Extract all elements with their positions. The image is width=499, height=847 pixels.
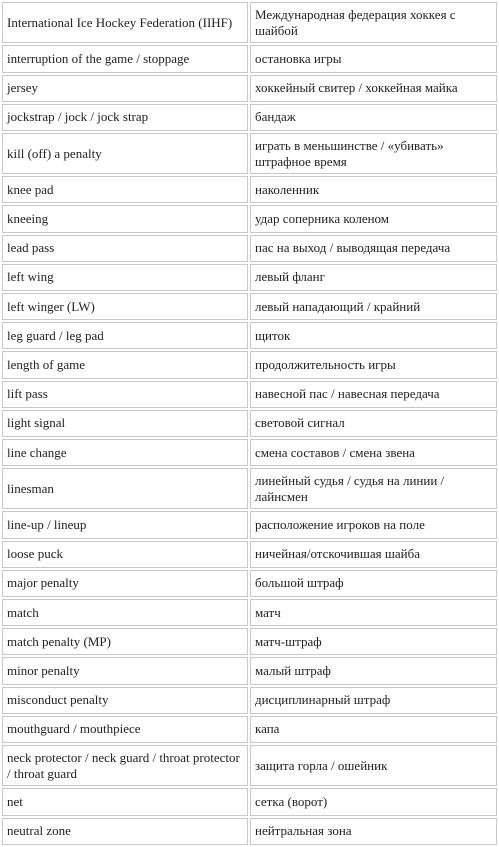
term-russian: малый штраф [250,657,497,684]
table-row [2,818,497,846]
table-row [2,351,497,378]
table-row [2,745,497,786]
term-russian: левый фланг [250,264,497,291]
table-row [2,439,497,466]
table-row [2,104,497,131]
term-russian: сетка (ворот) [250,788,497,815]
term-russian: наколенник [250,176,497,203]
table-row [2,293,497,320]
term-english: International Ice Hockey Federation (IIHF) [2,2,248,43]
term-russian: матч [250,599,497,626]
table-row [2,235,497,262]
term-russian: играть в меньшинстве / «убивать» штрафное время [250,133,497,174]
term-english: kneeing [2,205,248,232]
term-russian: остановка игры [250,45,497,72]
table-row [2,468,497,509]
term-russian: удар соперника коленом [250,205,497,232]
table-row [2,205,497,232]
term-english: neck protector / neck guard / throat protector / throat guard [2,745,248,786]
term-russian: ничейная/отскочившая шайба [250,541,497,568]
table-row [2,75,497,102]
table-row [2,541,497,568]
table-row [2,2,497,43]
term-english: length of game [2,351,248,378]
term-english: light signal [2,410,248,437]
table-row [2,716,497,743]
table-row [2,45,497,72]
term-russian: линейный судья / судья на линии / лайнсмен [250,468,497,509]
term-english: interruption of the game / stoppage [2,45,248,72]
term-english: line-up / lineup [2,511,248,538]
term-english: left wing [2,264,248,291]
term-russian: нейтральная зона [250,818,497,846]
term-english: kill (off) a penalty [2,133,248,174]
term-russian: смена составов / смена звена [250,439,497,466]
term-russian: хоккейный свитер / хоккейная майка [250,75,497,102]
term-english: minor penalty [2,657,248,684]
glossary-body [2,2,497,845]
term-english: misconduct penalty [2,687,248,714]
table-row [2,176,497,203]
table-row [2,599,497,626]
term-russian: световой сигнал [250,410,497,437]
table-row [2,264,497,291]
table-row [2,511,497,538]
term-russian: продолжительность игры [250,351,497,378]
term-english: lead pass [2,235,248,262]
table-row [2,410,497,437]
term-english: match penalty (MP) [2,628,248,655]
term-russian: пас на выход / выводящая передача [250,235,497,262]
term-russian: расположение игроков на поле [250,511,497,538]
term-russian: большой штраф [250,570,497,597]
table-row [2,788,497,815]
term-russian: Международная федерация хоккея с шайбой [250,2,497,43]
term-english: knee pad [2,176,248,203]
table-row [2,570,497,597]
term-russian: защита горла / ошейник [250,745,497,786]
term-russian: матч-штраф [250,628,497,655]
term-english: leg guard / leg pad [2,322,248,349]
term-english: jockstrap / jock / jock strap [2,104,248,131]
table-row [2,628,497,655]
table-row [2,133,497,174]
table-row [2,381,497,408]
term-english: left winger (LW) [2,293,248,320]
term-english: loose puck [2,541,248,568]
term-russian: бандаж [250,104,497,131]
term-english: net [2,788,248,815]
term-english: lift pass [2,381,248,408]
term-russian: навесной пас / навесная передача [250,381,497,408]
table-row [2,322,497,349]
term-english: line change [2,439,248,466]
term-russian: капа [250,716,497,743]
term-russian: щиток [250,322,497,349]
term-english: jersey [2,75,248,102]
term-english: neutral zone [2,818,248,846]
term-english: linesman [2,468,248,509]
term-russian: дисциплинарный штраф [250,687,497,714]
table-row [2,657,497,684]
term-english: mouthguard / mouthpiece [2,716,248,743]
table-row [2,687,497,714]
term-english: match [2,599,248,626]
term-russian: левый нападающий / крайний [250,293,497,320]
term-english: major penalty [2,570,248,597]
